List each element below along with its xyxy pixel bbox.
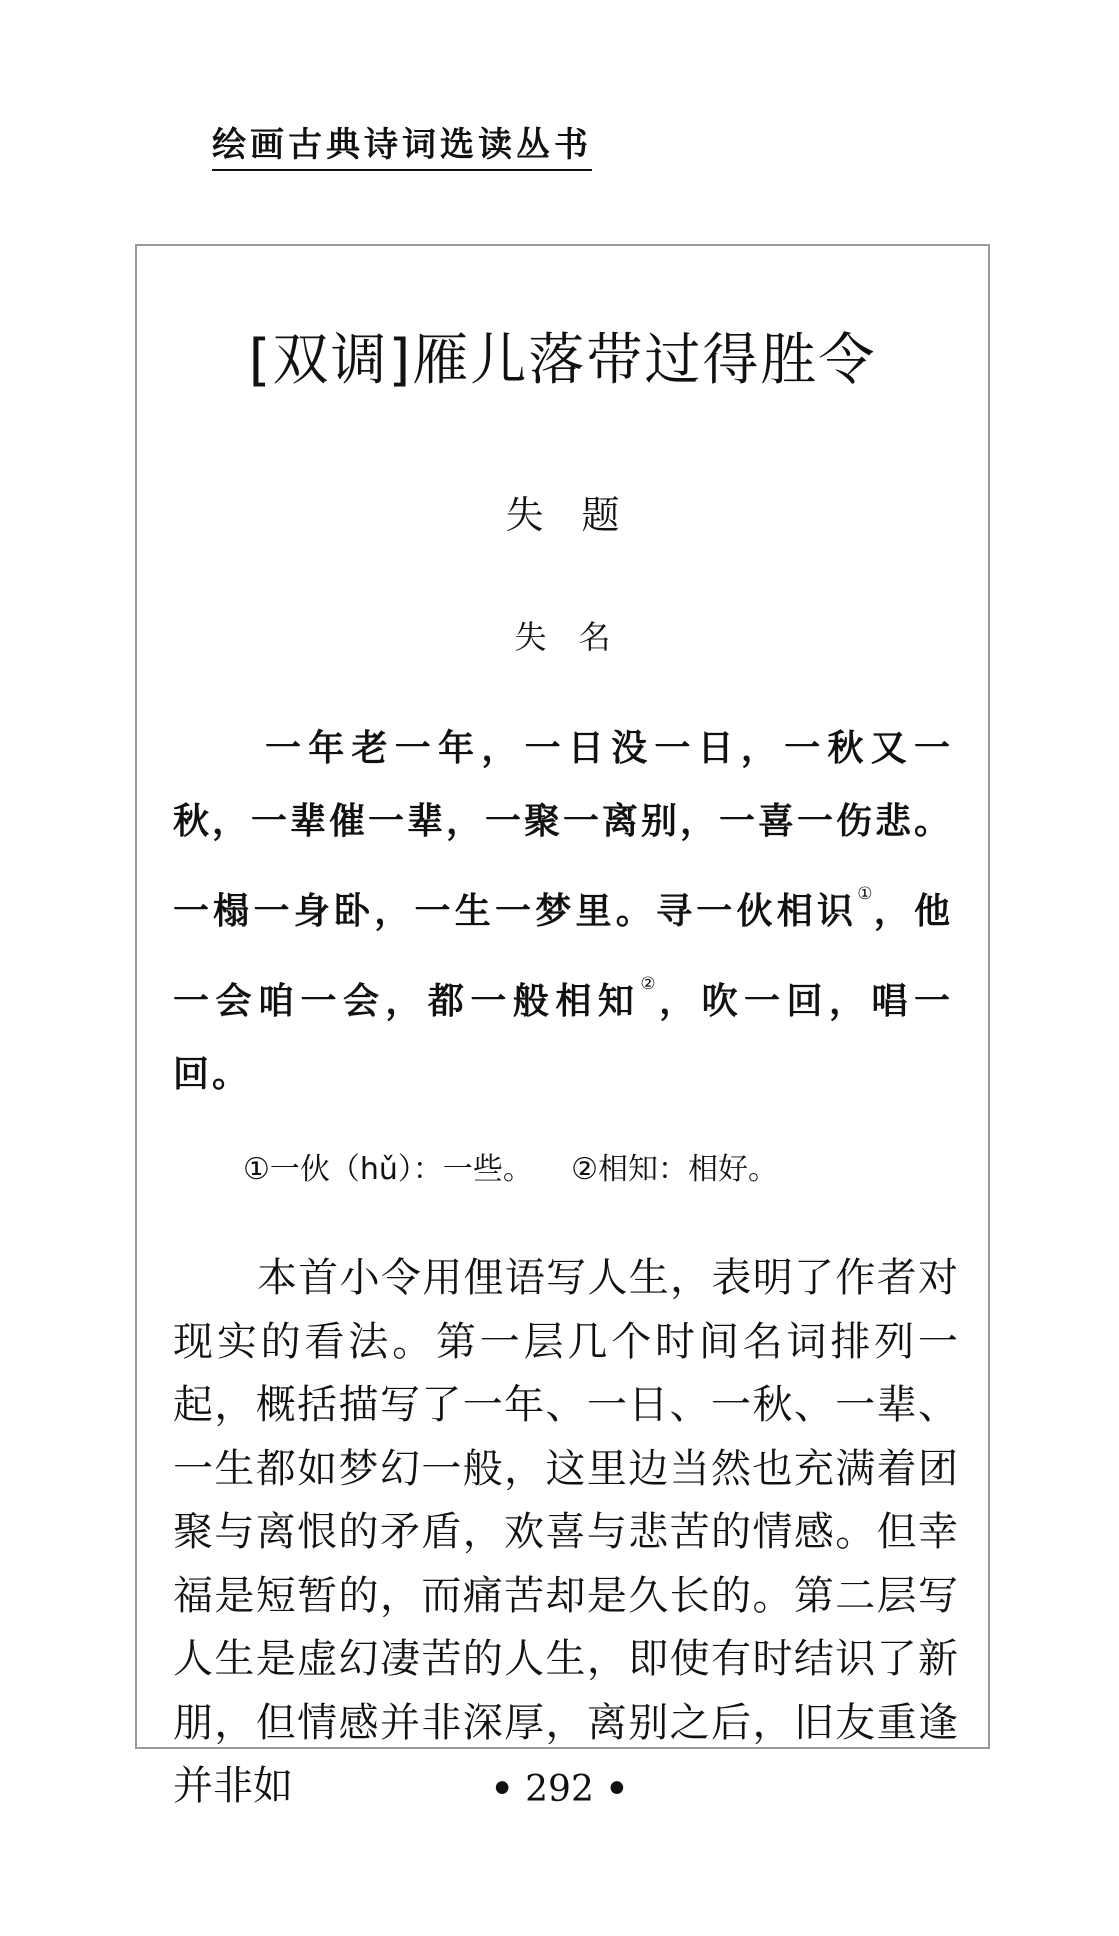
bullet-right: • bbox=[605, 1768, 629, 1810]
poem-text-part-3: ，吹一回，唱一回。 bbox=[173, 981, 953, 1095]
poem-text-part-1: 一年老一年，一日没一日，一秋又一秋，一辈催一辈，一聚一离别，一喜一伤悲。一榻一身卧，一生一梦里。寻一伙相识 bbox=[173, 728, 954, 932]
footnotes bbox=[243, 1144, 778, 1188]
poem-author: 失 名 bbox=[514, 618, 611, 656]
footnote-marker-2: ② bbox=[640, 974, 660, 994]
bullet-left: • bbox=[490, 1768, 514, 1810]
poem-subtitle: 失 题 bbox=[505, 493, 620, 537]
series-title: 绘画古典诗词选读丛书 bbox=[212, 117, 592, 171]
page-number: 292 bbox=[525, 1769, 594, 1810]
footnote-2: ②相知：相好。 bbox=[571, 1152, 778, 1187]
poem-title: [双调]雁儿落带过得胜令 bbox=[248, 328, 877, 393]
poem-text bbox=[173, 712, 953, 1111]
poem-text-part-2: ，他一会咱一会，都一般相知 bbox=[173, 891, 953, 1022]
footnote-1: ①一伙（hǔ）：一些。 bbox=[243, 1152, 533, 1187]
page-footer bbox=[0, 1768, 1119, 1810]
commentary-paragraph: 本首小令用俚语写人生，表明了作者对现实的看法。第一层几个时间名词排列一起，概括描写了一年、一日、一秋、一辈、一生都如梦幻一般，这里边当然也充满着团聚与离恨的矛盾，欢喜与悲苦的情感。但幸福是短暂的，而痛苦却是久长的。第二层写人生是虚幻凄苦的人生，即使有时结识了新朋，但情感并非深厚，离别之后，旧友重逢并非如 bbox=[173, 1255, 958, 1809]
footnote-marker-1: ① bbox=[857, 884, 874, 904]
